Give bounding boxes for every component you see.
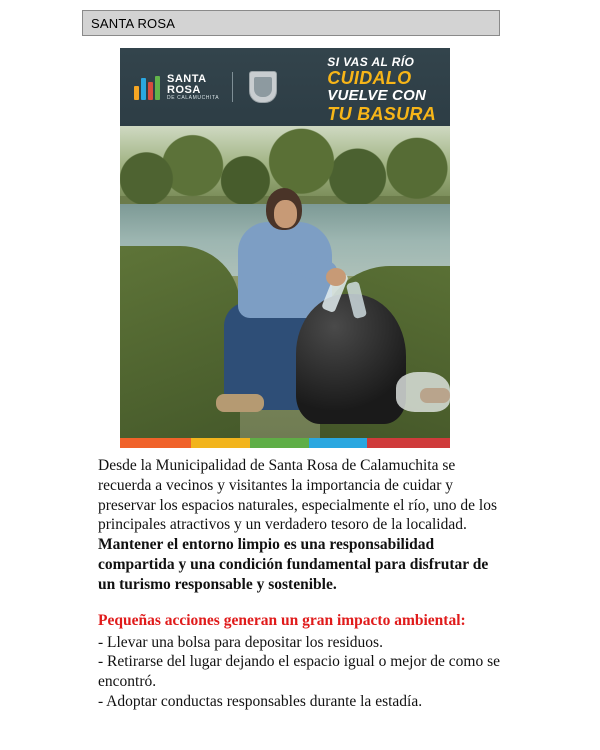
poster-slogan [327,56,436,124]
strip-color-1 [120,438,191,448]
logo-line-2: ROSA [167,83,201,96]
article-subheading: Pequeñas acciones generan un gran impacto ambiental: [98,611,466,629]
strip-color-5 [367,438,450,448]
article-paragraph-1: Desde la Municipalidad de Santa Rosa de Calamuchita se recuerda a vecinos y visitantes la importancia de cuidar y preservar los espacios naturales, especialmente el río, uno de los principales atractivos y un verdadero tesoro de la localidad. [98,457,497,534]
poster-header-band [120,48,450,126]
strip-color-3 [250,438,309,448]
list-item: - Adoptar conductas responsables durante la estadía. [98,693,423,711]
logo-wordmark [167,74,219,101]
strip-color-2 [191,438,250,448]
slogan-line-2: CUIDALO [327,67,412,88]
logo-divider [232,72,233,102]
municipal-crest-icon [249,71,277,103]
logo-line-1: SANTA [167,72,207,85]
slogan-line-1: SI VAS AL RÍO [327,55,415,69]
article-body [98,456,502,712]
strip-color-4 [309,438,368,448]
list-item: - Retirarse del lugar dejando el espacio igual o mejor de como se encontró. [98,653,500,691]
campaign-poster-image [120,48,450,448]
slogan-line-4: TU BASURA [327,103,436,124]
list-item: - Llevar una bolsa para depositar los residuos. [98,633,383,651]
photo-person-hand [326,268,346,286]
logo-line-3: DE CALAMUCHITA [167,94,220,101]
poster-photograph [120,126,450,438]
article-paragraph-2: Mantener el entorno limpio es una responsabilidad compartida y una condición fundamental para disfrutar de un turismo responsable y sostenible. [98,536,489,593]
article-header-bar [82,10,500,36]
photo-person-face [274,200,297,228]
slogan-line-3: VUELVE CON [327,87,426,105]
page-title: SANTA ROSA [91,15,176,31]
municipality-logo [120,71,277,103]
santa-rosa-colored-bars-logo-icon [134,74,160,100]
photo-garbage-bag [296,294,406,424]
article-bullet-list [98,633,502,712]
poster-color-strip [120,438,450,448]
photo-person-shoe [216,394,264,412]
photo-trash-can [420,388,450,403]
